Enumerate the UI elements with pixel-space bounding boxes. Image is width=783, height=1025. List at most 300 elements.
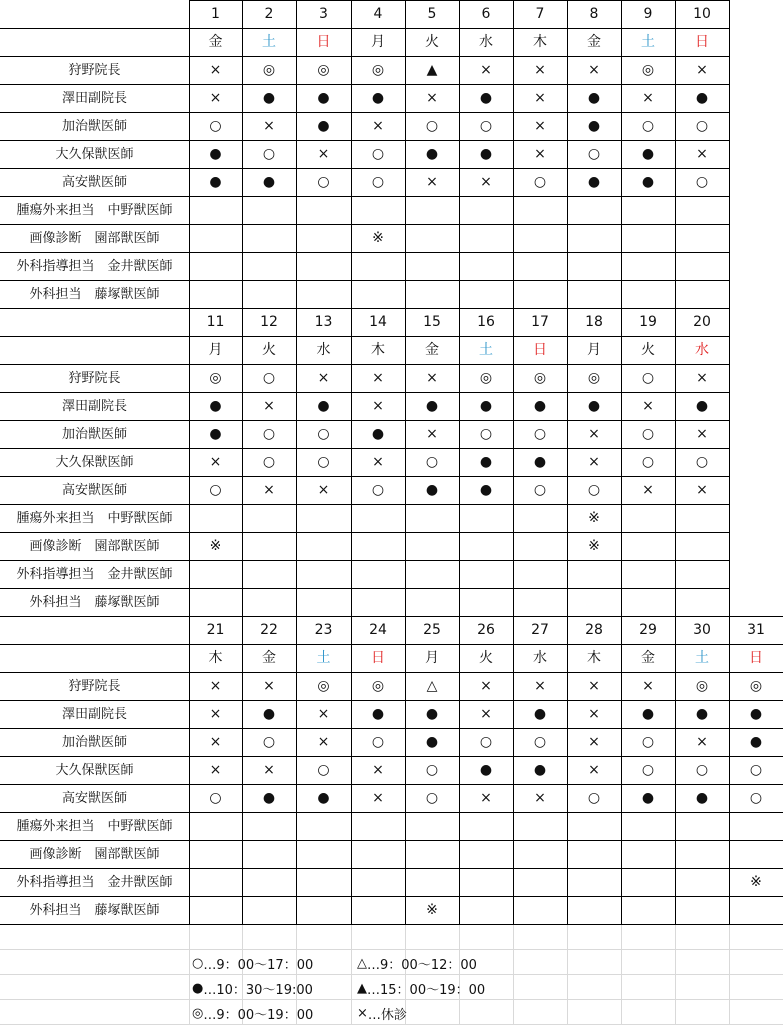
doctor-name-cell: 加治獣医師 (61, 426, 127, 442)
weekday-cell: 金 (425, 342, 439, 358)
doctor-name-cell: 画像診断 園部獣医師 (29, 230, 160, 246)
date-cell: 11 (206, 314, 225, 330)
schedule-cell (242, 224, 296, 252)
schedule-cell (296, 252, 351, 280)
legend-symbol: △ (357, 956, 367, 971)
schedule-cell (621, 896, 675, 924)
schedule-cell: ● (479, 482, 493, 498)
schedule-cell (296, 868, 351, 896)
schedule-cell: ● (587, 90, 601, 106)
schedule-cell: × (534, 62, 546, 78)
schedule-cell: ● (262, 90, 276, 106)
legend-symbol: ● (192, 981, 204, 996)
schedule-cell: ○ (695, 118, 709, 134)
weekday-cell: 土 (695, 650, 709, 666)
schedule-cell (567, 280, 621, 308)
schedule-cell: × (696, 734, 708, 750)
weekday-cell: 金 (208, 34, 223, 50)
schedule-cell (621, 504, 675, 532)
schedule-cell: ○ (425, 790, 439, 806)
weekday-cell: 月 (371, 34, 385, 50)
doctor-name-cell: 高安獣医師 (61, 790, 127, 806)
doctor-name-cell: 澤田副院長 (61, 90, 127, 106)
date-cell: 24 (369, 622, 387, 638)
schedule-cell: ◎ (533, 370, 547, 386)
schedule-cell: ◎ (317, 62, 330, 78)
schedule-cell: ○ (371, 734, 385, 750)
schedule-cell (675, 868, 729, 896)
schedule-cell (405, 532, 459, 560)
schedule-cell: ● (209, 174, 222, 190)
date-cell: 29 (639, 622, 657, 638)
schedule-cell (296, 532, 351, 560)
sheet-gridline (0, 949, 783, 950)
schedule-cell: ◎ (587, 370, 601, 386)
schedule-cell: × (696, 482, 708, 498)
weekday-cell: 金 (587, 34, 601, 50)
schedule-cell (567, 868, 621, 896)
schedule-cell: × (426, 90, 438, 106)
schedule-cell: △ (426, 678, 438, 694)
schedule-cell: × (426, 174, 438, 190)
schedule-cell: ● (371, 706, 385, 722)
schedule-cell (189, 868, 242, 896)
schedule-cell: ○ (425, 454, 439, 470)
weekday-cell: 木 (533, 34, 547, 50)
schedule-cell: ※ (426, 902, 438, 918)
schedule-cell: × (642, 678, 654, 694)
legend-symbol: ○ (192, 956, 204, 971)
column-line (729, 0, 730, 309)
schedule-cell: ● (695, 398, 709, 414)
date-cell: 22 (260, 622, 278, 638)
schedule-cell: × (426, 370, 438, 386)
weekday-cell: 火 (641, 342, 655, 358)
schedule-cell (675, 224, 729, 252)
schedule-cell (621, 224, 675, 252)
schedule-cell: ● (425, 706, 439, 722)
schedule-cell (513, 840, 567, 868)
schedule-cell (513, 196, 567, 224)
schedule-cell: ● (479, 762, 493, 778)
schedule-cell: ○ (749, 790, 763, 806)
schedule-cell (351, 196, 405, 224)
schedule-cell (242, 896, 296, 924)
schedule-cell: ● (371, 426, 385, 442)
schedule-cell: ○ (262, 734, 276, 750)
schedule-cell (621, 280, 675, 308)
schedule-cell: ● (371, 90, 385, 106)
weekday-cell: 月 (425, 650, 439, 666)
schedule-cell (567, 840, 621, 868)
schedule-cell (675, 896, 729, 924)
schedule-cell: ● (262, 706, 276, 722)
schedule-cell: × (642, 90, 654, 106)
weekday-cell: 土 (262, 34, 276, 50)
date-cell: 3 (319, 6, 328, 22)
schedule-cell (296, 812, 351, 840)
schedule-cell: ○ (317, 762, 330, 778)
schedule-cell: × (372, 398, 384, 414)
schedule-cell (567, 560, 621, 588)
weekday-cell: 金 (262, 650, 276, 666)
doctor-name-cell: 狩野院長 (68, 678, 121, 694)
schedule-cell: ● (533, 762, 547, 778)
schedule-cell: × (263, 118, 275, 134)
date-cell: 26 (477, 622, 495, 638)
schedule-cell: ※ (588, 538, 600, 554)
schedule-cell: × (209, 678, 222, 694)
schedule-cell: ○ (317, 174, 330, 190)
weekday-cell: 木 (371, 342, 385, 358)
schedule-cell (242, 196, 296, 224)
doctor-name-cell: 外科指導担当 金井獣医師 (16, 566, 173, 582)
schedule-cell: ● (641, 706, 655, 722)
weekday-cell: 水 (533, 650, 547, 666)
schedule-cell: × (534, 146, 546, 162)
schedule-cell: ○ (641, 118, 655, 134)
schedule-cell: × (372, 454, 384, 470)
schedule-cell: ● (425, 734, 439, 750)
schedule-cell (621, 812, 675, 840)
schedule-cell (189, 224, 242, 252)
schedule-cell: ○ (641, 370, 655, 386)
weekday-cell: 日 (695, 34, 709, 50)
schedule-cell: ● (695, 706, 709, 722)
schedule-cell (189, 560, 242, 588)
schedule-cell: ○ (641, 454, 655, 470)
schedule-cell: ◎ (695, 678, 709, 694)
schedule-cell (675, 812, 729, 840)
date-cell: 5 (427, 6, 437, 22)
schedule-cell: × (480, 678, 492, 694)
schedule-cell (242, 532, 296, 560)
schedule-cell (567, 252, 621, 280)
schedule-cell (351, 504, 405, 532)
schedule-cell (296, 196, 351, 224)
schedule-cell: ○ (317, 426, 330, 442)
schedule-cell: × (209, 90, 222, 106)
schedule-cell: ○ (533, 734, 547, 750)
schedule-cell: ● (317, 398, 330, 414)
weekday-cell: 日 (749, 650, 763, 666)
schedule-cell: ● (695, 790, 709, 806)
schedule-cell (621, 868, 675, 896)
schedule-cell: ○ (641, 762, 655, 778)
schedule-cell: × (209, 762, 222, 778)
doctor-name-cell: 高安獣医師 (61, 482, 127, 498)
schedule-cell: ○ (479, 734, 493, 750)
doctor-name-cell: 外科指導担当 金井獣医師 (16, 258, 173, 274)
schedule-cell: ● (749, 734, 763, 750)
schedule-cell: × (534, 118, 546, 134)
schedule-cell: ● (479, 398, 493, 414)
schedule-cell (567, 812, 621, 840)
weekday-cell: 火 (479, 650, 493, 666)
schedule-cell: ○ (371, 174, 385, 190)
column-line (729, 308, 730, 617)
schedule-cell (296, 840, 351, 868)
date-cell: 19 (639, 314, 657, 330)
date-cell: 2 (264, 6, 274, 22)
date-cell: 14 (369, 314, 387, 330)
schedule-cell: ○ (641, 426, 655, 442)
schedule-cell (459, 840, 513, 868)
schedule-cell: × (696, 146, 708, 162)
date-cell: 12 (260, 314, 278, 330)
schedule-cell: ● (479, 146, 493, 162)
schedule-cell (242, 504, 296, 532)
weekday-cell: 木 (587, 650, 601, 666)
schedule-cell (675, 840, 729, 868)
schedule-cell: ● (209, 146, 222, 162)
weekday-cell: 日 (371, 650, 385, 666)
schedule-cell (351, 252, 405, 280)
date-cell: 10 (693, 6, 711, 22)
date-cell: 13 (314, 314, 333, 330)
date-cell: 18 (585, 314, 603, 330)
schedule-cell (459, 868, 513, 896)
schedule-cell (513, 588, 567, 616)
schedule-cell: × (696, 426, 708, 442)
date-cell: 15 (423, 314, 441, 330)
schedule-cell (513, 504, 567, 532)
legend-text: …9：00～19：00 (203, 1008, 314, 1023)
schedule-cell: ● (262, 790, 276, 806)
schedule-cell: ● (533, 706, 547, 722)
schedule-cell: × (317, 734, 330, 750)
legend-item (192, 954, 313, 973)
schedule-cell: × (480, 706, 492, 722)
schedule-cell: ○ (209, 790, 222, 806)
schedule-cell: × (588, 762, 600, 778)
legend-symbol: ◎ (192, 1006, 204, 1021)
doctor-name-cell: 狩野院長 (68, 370, 121, 386)
schedule-cell: ○ (695, 174, 709, 190)
schedule-cell (621, 840, 675, 868)
weekday-cell: 火 (262, 342, 276, 358)
schedule-cell (675, 280, 729, 308)
schedule-cell: ● (533, 454, 547, 470)
schedule-cell: × (372, 370, 384, 386)
sheet-gridline (0, 974, 783, 975)
schedule-cell: ○ (209, 118, 222, 134)
schedule-cell (459, 532, 513, 560)
schedule-cell: × (209, 62, 222, 78)
schedule-cell (351, 868, 405, 896)
schedule-cell (621, 532, 675, 560)
schedule-cell: ○ (533, 482, 547, 498)
weekday-cell: 土 (316, 650, 331, 666)
schedule-cell (729, 896, 783, 924)
schedule-cell (621, 560, 675, 588)
schedule-cell (621, 588, 675, 616)
schedule-cell: × (372, 118, 384, 134)
schedule-cell (405, 280, 459, 308)
schedule-cell (351, 280, 405, 308)
schedule-cell: ● (587, 118, 601, 134)
schedule-cell: ○ (587, 482, 601, 498)
schedule-cell (675, 504, 729, 532)
schedule-cell: ◎ (209, 370, 222, 386)
doctor-name-cell: 外科指導担当 金井獣医師 (16, 874, 173, 890)
schedule-cell: ● (317, 90, 330, 106)
schedule-cell: ● (587, 398, 601, 414)
row-line (0, 924, 783, 925)
schedule-cell (405, 196, 459, 224)
schedule-cell (513, 252, 567, 280)
schedule-cell (513, 868, 567, 896)
schedule-cell (621, 196, 675, 224)
weekday-cell: 水 (316, 342, 331, 358)
legend-text: …休診 (367, 1008, 407, 1023)
schedule-cell (675, 196, 729, 224)
schedule-cell (459, 588, 513, 616)
doctor-name-cell: 外科担当 藤塚獣医師 (29, 286, 160, 302)
schedule-cell (513, 224, 567, 252)
schedule-cell: ○ (425, 118, 439, 134)
date-cell: 25 (423, 622, 441, 638)
date-cell: 30 (693, 622, 711, 638)
schedule-cell: ● (749, 706, 763, 722)
doctor-name-cell: 外科担当 藤塚獣医師 (29, 902, 160, 918)
schedule-cell: × (480, 790, 492, 806)
schedule-cell: ○ (262, 370, 276, 386)
schedule-cell: × (534, 90, 546, 106)
weekday-cell: 月 (208, 342, 223, 358)
schedule-cell: ○ (371, 482, 385, 498)
schedule-cell (189, 280, 242, 308)
schedule-cell (459, 224, 513, 252)
schedule-cell: × (642, 398, 654, 414)
schedule-cell (242, 812, 296, 840)
schedule-cell: ○ (317, 454, 330, 470)
schedule-cell: × (263, 762, 275, 778)
schedule-cell: ○ (533, 426, 547, 442)
legend-item (357, 954, 477, 973)
schedule-cell (351, 560, 405, 588)
legend-item (192, 979, 313, 998)
schedule-cell: ◎ (262, 62, 276, 78)
doctor-name-cell: 腫瘍外来担当 中野獣医師 (16, 818, 173, 834)
legend-symbol: ▲ (357, 981, 367, 996)
date-cell: 31 (747, 622, 765, 638)
schedule-cell: ○ (262, 146, 276, 162)
schedule-cell: ● (479, 454, 493, 470)
date-cell: 7 (535, 6, 545, 22)
schedule-cell: ○ (371, 146, 385, 162)
schedule-cell: ○ (479, 426, 493, 442)
schedule-cell (459, 504, 513, 532)
schedule-cell: × (696, 370, 708, 386)
doctor-name-cell: 加治獣医師 (61, 118, 127, 134)
weekday-cell: 月 (587, 342, 601, 358)
schedule-cell (351, 840, 405, 868)
schedule-cell: ※ (588, 510, 600, 526)
schedule-cell (189, 896, 242, 924)
schedule-cell: × (317, 370, 330, 386)
date-cell: 27 (531, 622, 549, 638)
schedule-cell: ● (317, 118, 330, 134)
schedule-cell: ※ (750, 874, 762, 890)
legend-symbol: × (357, 1006, 368, 1021)
schedule-cell: ● (695, 90, 709, 106)
weekday-cell: 金 (641, 650, 655, 666)
weekday-cell: 火 (425, 34, 439, 50)
schedule-cell: ● (641, 174, 655, 190)
schedule-cell (405, 868, 459, 896)
schedule-cell (675, 560, 729, 588)
sheet-gridline (0, 999, 783, 1000)
schedule-cell: ※ (209, 538, 222, 554)
schedule-cell (296, 504, 351, 532)
schedule-cell: × (534, 790, 546, 806)
schedule-cell: × (426, 426, 438, 442)
doctor-name-cell: 狩野院長 (68, 62, 121, 78)
legend-text: …15：00～19：00 (367, 983, 486, 998)
schedule-cell (405, 812, 459, 840)
schedule-cell: ◎ (479, 370, 493, 386)
doctor-name-cell: 腫瘍外来担当 中野獣医師 (16, 202, 173, 218)
legend-item (357, 1004, 407, 1023)
schedule-cell (351, 588, 405, 616)
schedule-cell: × (263, 678, 275, 694)
schedule-cell: ◎ (749, 678, 763, 694)
schedule-cell: ● (425, 146, 439, 162)
schedule-cell (459, 560, 513, 588)
schedule-cell (242, 868, 296, 896)
schedule-cell: ● (262, 174, 276, 190)
schedule-cell (513, 560, 567, 588)
schedule-cell (189, 588, 242, 616)
schedule-cell (351, 812, 405, 840)
schedule-cell: × (372, 762, 384, 778)
schedule-cell (459, 252, 513, 280)
schedule-cell: ● (587, 174, 601, 190)
schedule-cell (242, 560, 296, 588)
schedule-cell: × (209, 454, 222, 470)
doctor-name-cell: 高安獣医師 (61, 174, 127, 190)
schedule-cell (351, 896, 405, 924)
schedule-cell (567, 588, 621, 616)
schedule-cell (405, 840, 459, 868)
doctor-name-cell: 大久保獣医師 (55, 146, 134, 162)
schedule-cell: ○ (262, 426, 276, 442)
schedule-cell: ○ (425, 762, 439, 778)
schedule-cell: × (588, 454, 600, 470)
schedule-cell: ○ (749, 762, 763, 778)
schedule-cell: ◎ (371, 678, 385, 694)
schedule-cell: × (588, 706, 600, 722)
date-cell: 9 (643, 6, 653, 22)
schedule-cell (729, 812, 783, 840)
weekday-cell: 日 (316, 34, 331, 50)
doctor-name-cell: 澤田副院長 (61, 398, 127, 414)
schedule-cell: ○ (209, 482, 222, 498)
schedule-cell: × (480, 174, 492, 190)
doctor-name-cell: 外科担当 藤塚獣医師 (29, 594, 160, 610)
schedule-cell: ○ (262, 454, 276, 470)
schedule-cell: ● (425, 482, 439, 498)
schedule-cell: × (209, 734, 222, 750)
schedule-cell (296, 560, 351, 588)
doctor-name-cell: 大久保獣医師 (55, 762, 134, 778)
schedule-cell: ● (209, 398, 222, 414)
doctor-name-cell: 画像診断 園部獣医師 (29, 846, 160, 862)
schedule-cell: × (480, 62, 492, 78)
schedule-cell (296, 896, 351, 924)
schedule-cell (567, 896, 621, 924)
